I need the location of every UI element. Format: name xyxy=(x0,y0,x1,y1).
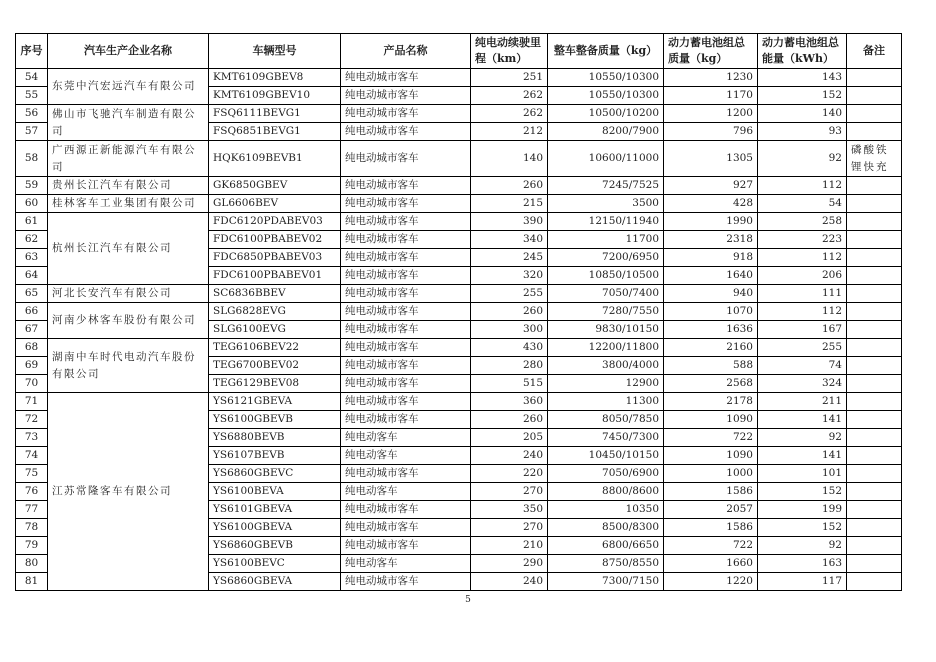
curb-mass: 10550/10300 xyxy=(548,69,664,87)
curb-mass: 10550/10300 xyxy=(548,87,664,105)
row-number: 67 xyxy=(16,321,48,339)
battery-energy: 206 xyxy=(758,267,847,285)
product-name: 纯电动城市客车 xyxy=(341,357,471,375)
product-name: 纯电动城市客车 xyxy=(341,393,471,411)
battery-mass: 918 xyxy=(664,249,758,267)
range-km: 320 xyxy=(471,267,548,285)
battery-mass: 1660 xyxy=(664,555,758,573)
battery-mass: 1170 xyxy=(664,87,758,105)
product-name: 纯电动客车 xyxy=(341,483,471,501)
range-km: 212 xyxy=(471,123,548,141)
table-row xyxy=(16,213,902,231)
battery-energy: 324 xyxy=(758,375,847,393)
battery-mass: 1000 xyxy=(664,465,758,483)
product-name: 纯电动城市客车 xyxy=(341,537,471,555)
vehicle-model: YS6100BEVC xyxy=(209,555,341,573)
range-km: 270 xyxy=(471,519,548,537)
range-km: 515 xyxy=(471,375,548,393)
curb-mass: 8800/8600 xyxy=(548,483,664,501)
row-number: 79 xyxy=(16,537,48,555)
note xyxy=(847,87,902,105)
curb-mass: 7245/7525 xyxy=(548,177,664,195)
row-number: 54 xyxy=(16,69,48,87)
battery-energy: 111 xyxy=(758,285,847,303)
range-km: 260 xyxy=(471,177,548,195)
battery-mass: 1636 xyxy=(664,321,758,339)
company-name: 河北长安汽车有限公司 xyxy=(48,285,209,303)
row-number: 70 xyxy=(16,375,48,393)
row-number: 68 xyxy=(16,339,48,357)
range-km: 140 xyxy=(471,141,548,177)
note xyxy=(847,393,902,411)
curb-mass: 10450/10150 xyxy=(548,447,664,465)
battery-energy: 112 xyxy=(758,249,847,267)
vehicle-model: FSQ6111BEVG1 xyxy=(209,105,341,123)
note xyxy=(847,411,902,429)
row-number: 59 xyxy=(16,177,48,195)
row-number: 76 xyxy=(16,483,48,501)
curb-mass: 10600/11000 xyxy=(548,141,664,177)
header-row xyxy=(16,34,902,69)
product-name: 纯电动城市客车 xyxy=(341,519,471,537)
header-note: 备注 xyxy=(847,34,902,69)
note xyxy=(847,177,902,195)
curb-mass: 8750/8550 xyxy=(548,555,664,573)
product-name: 纯电动城市客车 xyxy=(341,501,471,519)
row-number: 63 xyxy=(16,249,48,267)
row-number: 56 xyxy=(16,105,48,123)
note xyxy=(847,249,902,267)
vehicle-model: KMT6109GBEV10 xyxy=(209,87,341,105)
battery-energy: 140 xyxy=(758,105,847,123)
note: 磷酸铁锂快充 xyxy=(847,141,902,177)
curb-mass: 7050/6900 xyxy=(548,465,664,483)
curb-mass: 12900 xyxy=(548,375,664,393)
battery-energy: 211 xyxy=(758,393,847,411)
range-km: 210 xyxy=(471,537,548,555)
table-row xyxy=(16,303,902,321)
range-km: 240 xyxy=(471,573,548,591)
battery-mass: 2178 xyxy=(664,393,758,411)
note xyxy=(847,573,902,591)
note xyxy=(847,537,902,555)
vehicle-model: TEG6129BEV08 xyxy=(209,375,341,393)
note xyxy=(847,357,902,375)
battery-mass: 428 xyxy=(664,195,758,213)
header-range: 纯电动续驶里程（km） xyxy=(471,34,548,69)
row-number: 61 xyxy=(16,213,48,231)
product-name: 纯电动城市客车 xyxy=(341,339,471,357)
range-km: 220 xyxy=(471,465,548,483)
row-number: 75 xyxy=(16,465,48,483)
battery-mass: 1586 xyxy=(664,519,758,537)
company-name: 佛山市飞驰汽车制造有限公司 xyxy=(48,105,209,141)
product-name: 纯电动城市客车 xyxy=(341,141,471,177)
range-km: 280 xyxy=(471,357,548,375)
range-km: 430 xyxy=(471,339,548,357)
vehicle-model: YS6107BEVB xyxy=(209,447,341,465)
curb-mass: 10350 xyxy=(548,501,664,519)
battery-mass: 1200 xyxy=(664,105,758,123)
note xyxy=(847,519,902,537)
battery-mass: 2318 xyxy=(664,231,758,249)
vehicle-table xyxy=(15,33,902,591)
curb-mass: 6800/6650 xyxy=(548,537,664,555)
note xyxy=(847,429,902,447)
curb-mass: 12150/11940 xyxy=(548,213,664,231)
product-name: 纯电动城市客车 xyxy=(341,69,471,87)
battery-energy: 255 xyxy=(758,339,847,357)
vehicle-model: YS6860GBEVC xyxy=(209,465,341,483)
vehicle-model: KMT6109GBEV8 xyxy=(209,69,341,87)
row-number: 60 xyxy=(16,195,48,213)
battery-mass: 1090 xyxy=(664,447,758,465)
range-km: 262 xyxy=(471,105,548,123)
range-km: 350 xyxy=(471,501,548,519)
table-row xyxy=(16,177,902,195)
vehicle-model: GL6606BEV xyxy=(209,195,341,213)
note xyxy=(847,231,902,249)
row-number: 77 xyxy=(16,501,48,519)
product-name: 纯电动客车 xyxy=(341,429,471,447)
battery-energy: 223 xyxy=(758,231,847,249)
battery-mass: 1586 xyxy=(664,483,758,501)
header-mass: 整车整备质量（kg） xyxy=(548,34,664,69)
range-km: 215 xyxy=(471,195,548,213)
battery-mass: 2160 xyxy=(664,339,758,357)
header-company: 汽车生产企业名称 xyxy=(48,34,209,69)
vehicle-model: FDC6100PBABEV02 xyxy=(209,231,341,249)
row-number: 65 xyxy=(16,285,48,303)
row-number: 62 xyxy=(16,231,48,249)
table-row xyxy=(16,393,902,411)
note xyxy=(847,123,902,141)
battery-mass: 1230 xyxy=(664,69,758,87)
range-km: 390 xyxy=(471,213,548,231)
vehicle-model: YS6100GBEVA xyxy=(209,519,341,537)
curb-mass: 9830/10150 xyxy=(548,321,664,339)
battery-energy: 117 xyxy=(758,573,847,591)
curb-mass: 8500/8300 xyxy=(548,519,664,537)
row-number: 55 xyxy=(16,87,48,105)
note xyxy=(847,501,902,519)
table-row xyxy=(16,339,902,357)
vehicle-model: GK6850GBEV xyxy=(209,177,341,195)
battery-energy: 143 xyxy=(758,69,847,87)
curb-mass: 8200/7900 xyxy=(548,123,664,141)
product-name: 纯电动城市客车 xyxy=(341,267,471,285)
battery-mass: 722 xyxy=(664,537,758,555)
company-name: 杭州长江汽车有限公司 xyxy=(48,213,209,285)
curb-mass: 11300 xyxy=(548,393,664,411)
range-km: 300 xyxy=(471,321,548,339)
battery-energy: 74 xyxy=(758,357,847,375)
vehicle-model: FDC6850PBABEV03 xyxy=(209,249,341,267)
range-km: 270 xyxy=(471,483,548,501)
vehicle-model: SC6836BBEV xyxy=(209,285,341,303)
product-name: 纯电动城市客车 xyxy=(341,177,471,195)
company-name: 广西源正新能源汽车有限公司 xyxy=(48,141,209,177)
note xyxy=(847,105,902,123)
product-name: 纯电动城市客车 xyxy=(341,411,471,429)
battery-energy: 163 xyxy=(758,555,847,573)
battery-mass: 1220 xyxy=(664,573,758,591)
battery-mass: 940 xyxy=(664,285,758,303)
battery-energy: 54 xyxy=(758,195,847,213)
curb-mass: 7300/7150 xyxy=(548,573,664,591)
vehicle-model: SLG6828EVG xyxy=(209,303,341,321)
battery-energy: 101 xyxy=(758,465,847,483)
note xyxy=(847,303,902,321)
battery-mass: 1070 xyxy=(664,303,758,321)
battery-energy: 141 xyxy=(758,447,847,465)
header-battery-energy: 动力蓄电池组总能量（kWh） xyxy=(758,34,847,69)
product-name: 纯电动城市客车 xyxy=(341,249,471,267)
header-model: 车辆型号 xyxy=(209,34,341,69)
range-km: 360 xyxy=(471,393,548,411)
product-name: 纯电动城市客车 xyxy=(341,213,471,231)
range-km: 260 xyxy=(471,411,548,429)
curb-mass: 8050/7850 xyxy=(548,411,664,429)
table-row xyxy=(16,141,902,177)
note xyxy=(847,285,902,303)
vehicle-model: YS6860GBEVA xyxy=(209,573,341,591)
row-number: 64 xyxy=(16,267,48,285)
product-name: 纯电动城市客车 xyxy=(341,231,471,249)
vehicle-model: FDC6100PBABEV01 xyxy=(209,267,341,285)
product-name: 纯电动城市客车 xyxy=(341,105,471,123)
battery-mass: 1990 xyxy=(664,213,758,231)
battery-mass: 2568 xyxy=(664,375,758,393)
vehicle-model: FSQ6851BEVG1 xyxy=(209,123,341,141)
battery-mass: 1640 xyxy=(664,267,758,285)
range-km: 255 xyxy=(471,285,548,303)
company-name: 江苏常隆客车有限公司 xyxy=(48,393,209,591)
header-product: 产品名称 xyxy=(341,34,471,69)
note xyxy=(847,483,902,501)
table-row xyxy=(16,69,902,87)
range-km: 205 xyxy=(471,429,548,447)
battery-mass: 2057 xyxy=(664,501,758,519)
note xyxy=(847,213,902,231)
header-battery-mass: 动力蓄电池组总质量（kg） xyxy=(664,34,758,69)
range-km: 245 xyxy=(471,249,548,267)
battery-mass: 1090 xyxy=(664,411,758,429)
battery-mass: 796 xyxy=(664,123,758,141)
row-number: 71 xyxy=(16,393,48,411)
curb-mass: 10500/10200 xyxy=(548,105,664,123)
range-km: 260 xyxy=(471,303,548,321)
range-km: 290 xyxy=(471,555,548,573)
vehicle-model: YS6880BEVB xyxy=(209,429,341,447)
battery-energy: 92 xyxy=(758,141,847,177)
product-name: 纯电动城市客车 xyxy=(341,465,471,483)
battery-mass: 722 xyxy=(664,429,758,447)
company-name: 东莞中汽宏远汽车有限公司 xyxy=(48,69,209,105)
battery-energy: 112 xyxy=(758,177,847,195)
row-number: 72 xyxy=(16,411,48,429)
curb-mass: 10850/10500 xyxy=(548,267,664,285)
curb-mass: 7200/6950 xyxy=(548,249,664,267)
note xyxy=(847,465,902,483)
note xyxy=(847,267,902,285)
battery-energy: 152 xyxy=(758,87,847,105)
company-name: 桂林客车工业集团有限公司 xyxy=(48,195,209,213)
product-name: 纯电动城市客车 xyxy=(341,195,471,213)
battery-energy: 167 xyxy=(758,321,847,339)
row-number: 78 xyxy=(16,519,48,537)
vehicle-model: YS6100BEVA xyxy=(209,483,341,501)
curb-mass: 3800/4000 xyxy=(548,357,664,375)
company-name: 贵州长江汽车有限公司 xyxy=(48,177,209,195)
curb-mass: 7050/7400 xyxy=(548,285,664,303)
battery-energy: 112 xyxy=(758,303,847,321)
note xyxy=(847,339,902,357)
curb-mass: 12200/11800 xyxy=(548,339,664,357)
battery-energy: 152 xyxy=(758,519,847,537)
vehicle-model: FDC6120PDABEV03 xyxy=(209,213,341,231)
curb-mass: 3500 xyxy=(548,195,664,213)
battery-energy: 92 xyxy=(758,537,847,555)
range-km: 340 xyxy=(471,231,548,249)
battery-energy: 93 xyxy=(758,123,847,141)
battery-mass: 588 xyxy=(664,357,758,375)
product-name: 纯电动客车 xyxy=(341,447,471,465)
note xyxy=(847,321,902,339)
row-number: 57 xyxy=(16,123,48,141)
row-number: 80 xyxy=(16,555,48,573)
vehicle-model: HQK6109BEVB1 xyxy=(209,141,341,177)
vehicle-model: YS6121GBEVA xyxy=(209,393,341,411)
company-name: 河南少林客车股份有限公司 xyxy=(48,303,209,339)
battery-energy: 199 xyxy=(758,501,847,519)
note xyxy=(847,195,902,213)
battery-energy: 141 xyxy=(758,411,847,429)
note xyxy=(847,555,902,573)
range-km: 251 xyxy=(471,69,548,87)
battery-energy: 258 xyxy=(758,213,847,231)
row-number: 81 xyxy=(16,573,48,591)
header-no: 序号 xyxy=(16,34,48,69)
page-number: 5 xyxy=(465,595,471,605)
battery-mass: 927 xyxy=(664,177,758,195)
battery-energy: 152 xyxy=(758,483,847,501)
note xyxy=(847,69,902,87)
product-name: 纯电动城市客车 xyxy=(341,285,471,303)
battery-energy: 92 xyxy=(758,429,847,447)
vehicle-model: YS6100GBEVB xyxy=(209,411,341,429)
product-name: 纯电动客车 xyxy=(341,555,471,573)
range-km: 240 xyxy=(471,447,548,465)
table-row xyxy=(16,195,902,213)
product-name: 纯电动城市客车 xyxy=(341,303,471,321)
battery-mass: 1305 xyxy=(664,141,758,177)
curb-mass: 11700 xyxy=(548,231,664,249)
row-number: 66 xyxy=(16,303,48,321)
row-number: 74 xyxy=(16,447,48,465)
vehicle-model: TEG6700BEV02 xyxy=(209,357,341,375)
vehicle-model: TEG6106BEV22 xyxy=(209,339,341,357)
product-name: 纯电动城市客车 xyxy=(341,375,471,393)
product-name: 纯电动城市客车 xyxy=(341,321,471,339)
note xyxy=(847,447,902,465)
company-name: 湖南中车时代电动汽车股份有限公司 xyxy=(48,339,209,393)
table-row xyxy=(16,285,902,303)
product-name: 纯电动城市客车 xyxy=(341,573,471,591)
table-row xyxy=(16,105,902,123)
product-name: 纯电动城市客车 xyxy=(341,87,471,105)
vehicle-model: SLG6100EVG xyxy=(209,321,341,339)
product-name: 纯电动城市客车 xyxy=(341,123,471,141)
row-number: 73 xyxy=(16,429,48,447)
vehicle-model: YS6860GBEVB xyxy=(209,537,341,555)
row-number: 69 xyxy=(16,357,48,375)
curb-mass: 7280/7550 xyxy=(548,303,664,321)
range-km: 262 xyxy=(471,87,548,105)
note xyxy=(847,375,902,393)
row-number: 58 xyxy=(16,141,48,177)
vehicle-model: YS6101GBEVA xyxy=(209,501,341,519)
curb-mass: 7450/7300 xyxy=(548,429,664,447)
